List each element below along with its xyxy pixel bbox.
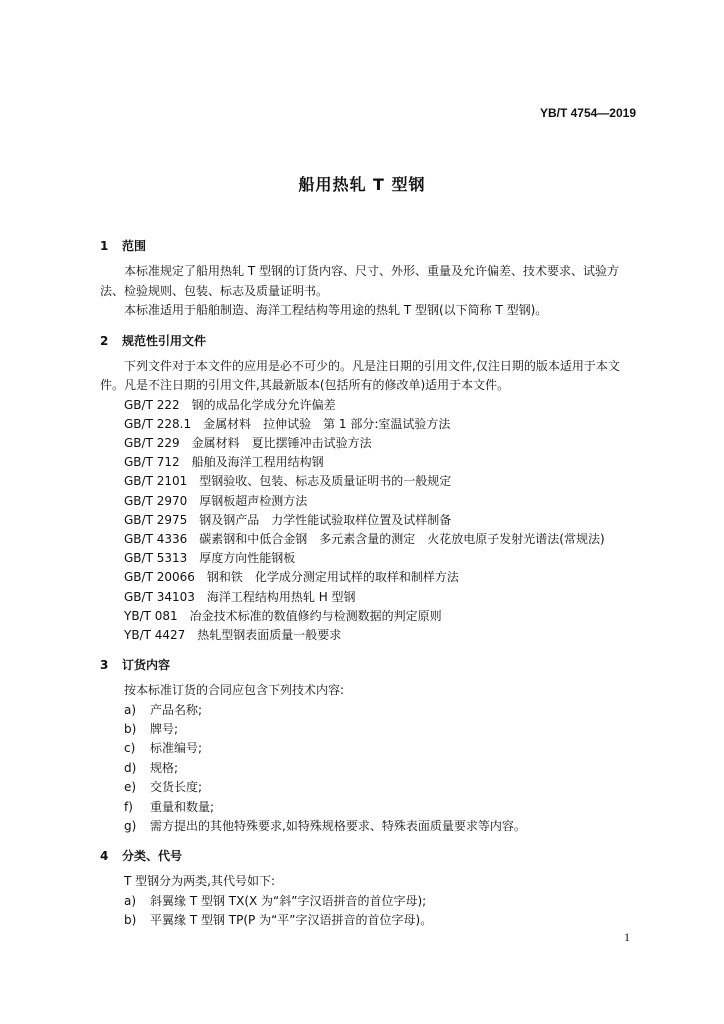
- reference-item: [100, 568, 638, 587]
- list-item-text: 平翼缘 T 型钢 TP(P 为“平”字汉语拼音的首位字母)。: [150, 913, 433, 928]
- reference-code: GB/T 4336: [124, 531, 188, 546]
- reference-list: [100, 396, 638, 646]
- reference-item: [100, 511, 638, 530]
- section-number: 4: [100, 849, 109, 864]
- paragraph: T 型钢分为两类,其代号如下:: [124, 874, 276, 889]
- paragraph: 按本标准订货的合同应包含下列技术内容:: [124, 683, 345, 698]
- reference-code: GB/T 712: [124, 455, 180, 470]
- reference-item: [100, 588, 638, 607]
- section-number: 1: [100, 239, 109, 253]
- reference-code: GB/T 2975: [124, 512, 188, 527]
- list-item-label: a): [124, 702, 137, 717]
- reference-item: [100, 396, 638, 415]
- reference-item: [100, 492, 638, 511]
- reference-item: [100, 472, 638, 491]
- list-item: [100, 778, 638, 797]
- paragraph: 本标准适用于船舶制造、海洋工程结构等用途的热轧 T 型钢(以下简称 T 型钢)。: [124, 303, 548, 317]
- reference-item: [100, 530, 638, 549]
- reference-code: GB/T 20066: [124, 570, 195, 585]
- list-item-label: c): [124, 741, 136, 756]
- reference-name: 型钢验收、包装、标志及质量证明书的一般规定: [199, 474, 452, 489]
- reference-name: 厚度方向性能钢板: [199, 551, 296, 566]
- reference-code: GB/T 228.1: [124, 416, 192, 431]
- list-item-label: e): [124, 780, 137, 795]
- paragraph: 本标准规定了船用热轧 T 型钢的订货内容、尺寸、外形、重量及允许偏差、技术要求、试验方法、检验规则、包装、标志及质量证明书。: [100, 264, 619, 298]
- list-item-label: g): [124, 819, 137, 834]
- list-item-text: 规格;: [150, 760, 179, 775]
- page-number: 1: [624, 930, 630, 944]
- reference-code: GB/T 2101: [124, 474, 188, 489]
- reference-name: 海洋工程结构用热轧 H 型钢: [206, 589, 356, 604]
- list-item: [100, 817, 638, 836]
- section-scope: [100, 236, 638, 321]
- list-item: [100, 759, 638, 778]
- reference-name: 金属材料 夏比摆锤冲击试验方法: [191, 435, 372, 450]
- reference-item: [100, 626, 638, 645]
- reference-item: [100, 607, 638, 626]
- list-item-text: 重量和数量;: [150, 799, 215, 814]
- list-item-label: d): [124, 760, 137, 775]
- reference-name: 碳素钢和中低合金钢 多元素含量的测定 火花放电原子发射光谱法(常规法): [199, 531, 605, 546]
- section-number: 2: [100, 333, 109, 348]
- section-classification: [100, 846, 638, 930]
- reference-name: 钢和铁 化学成分测定用试样的取样和制样方法: [206, 570, 459, 585]
- reference-code: YB/T 4427: [124, 627, 186, 642]
- list-item: [100, 892, 638, 911]
- list-item-text: 交货长度;: [150, 780, 203, 795]
- section-order-content: [100, 655, 638, 836]
- list-item-text: 产品名称;: [150, 702, 203, 717]
- reference-name: 厚钢板超声检测方法: [199, 493, 308, 508]
- reference-name: 船舶及海洋工程用结构钢: [191, 455, 324, 470]
- list-item: [100, 739, 638, 758]
- section-normative-references: [100, 331, 638, 646]
- reference-name: 热轧型钢表面质量一般要求: [197, 627, 342, 642]
- list-item-text: 标准编号;: [150, 741, 203, 756]
- section-heading: [100, 655, 638, 675]
- document-body: [100, 236, 638, 941]
- reference-code: GB/T 34103: [124, 589, 195, 604]
- reference-name: 钢及钢产品 力学性能试验取样位置及试样制备: [199, 512, 452, 527]
- reference-name: 钢的成品化学成分允许偏差: [191, 397, 336, 412]
- reference-item: [100, 549, 638, 568]
- list-item: [100, 798, 638, 817]
- list-item-label: b): [124, 722, 137, 737]
- document-title: 船用热轧 T 型钢: [298, 175, 426, 194]
- standard-code: YB/T 4754—2019: [539, 106, 636, 120]
- reference-item: [100, 434, 638, 453]
- section-heading: [100, 846, 638, 866]
- reference-name: 冶金技术标准的数值修约与检测数据的判定原则: [189, 608, 442, 623]
- reference-item: [100, 415, 638, 434]
- paragraph: 下列文件对于本文件的应用是必不可少的。凡是注日期的引用文件,仅注日期的版本适用于本文件。凡是不注日期的引用文件,其最新版本(包括所有的修改单)适用于本文件。: [100, 358, 620, 392]
- section-number: 3: [100, 658, 109, 673]
- list-item: [100, 720, 638, 739]
- section-title: 分类、代号: [122, 849, 183, 864]
- reference-name: 金属材料 拉伸试验 第 1 部分:室温试验方法: [203, 416, 451, 431]
- section-heading: [100, 331, 638, 351]
- list-item-text: 牌号;: [150, 722, 179, 737]
- list-item: [100, 911, 638, 930]
- section-title: 规范性引用文件: [122, 333, 207, 348]
- list-item-text: 斜翼缘 T 型钢 TX(X 为“斜”字汉语拼音的首位字母);: [150, 893, 427, 908]
- list-item-label: b): [124, 913, 137, 928]
- list-item-label: f): [124, 799, 133, 814]
- classification-list: [100, 892, 638, 931]
- order-item-list: [100, 701, 638, 837]
- reference-code: GB/T 2970: [124, 493, 188, 508]
- list-item: [100, 701, 638, 720]
- section-heading: [100, 236, 638, 256]
- reference-code: GB/T 222: [124, 397, 180, 412]
- section-title: 范围: [122, 239, 147, 253]
- reference-code: YB/T 081: [124, 608, 178, 623]
- section-title: 订货内容: [122, 658, 171, 673]
- reference-code: GB/T 229: [124, 435, 180, 450]
- reference-item: [100, 453, 638, 472]
- reference-code: GB/T 5313: [124, 551, 188, 566]
- list-item-text: 需方提出的其他特殊要求,如特殊规格要求、特殊表面质量要求等内容。: [150, 819, 526, 834]
- list-item-label: a): [124, 893, 137, 908]
